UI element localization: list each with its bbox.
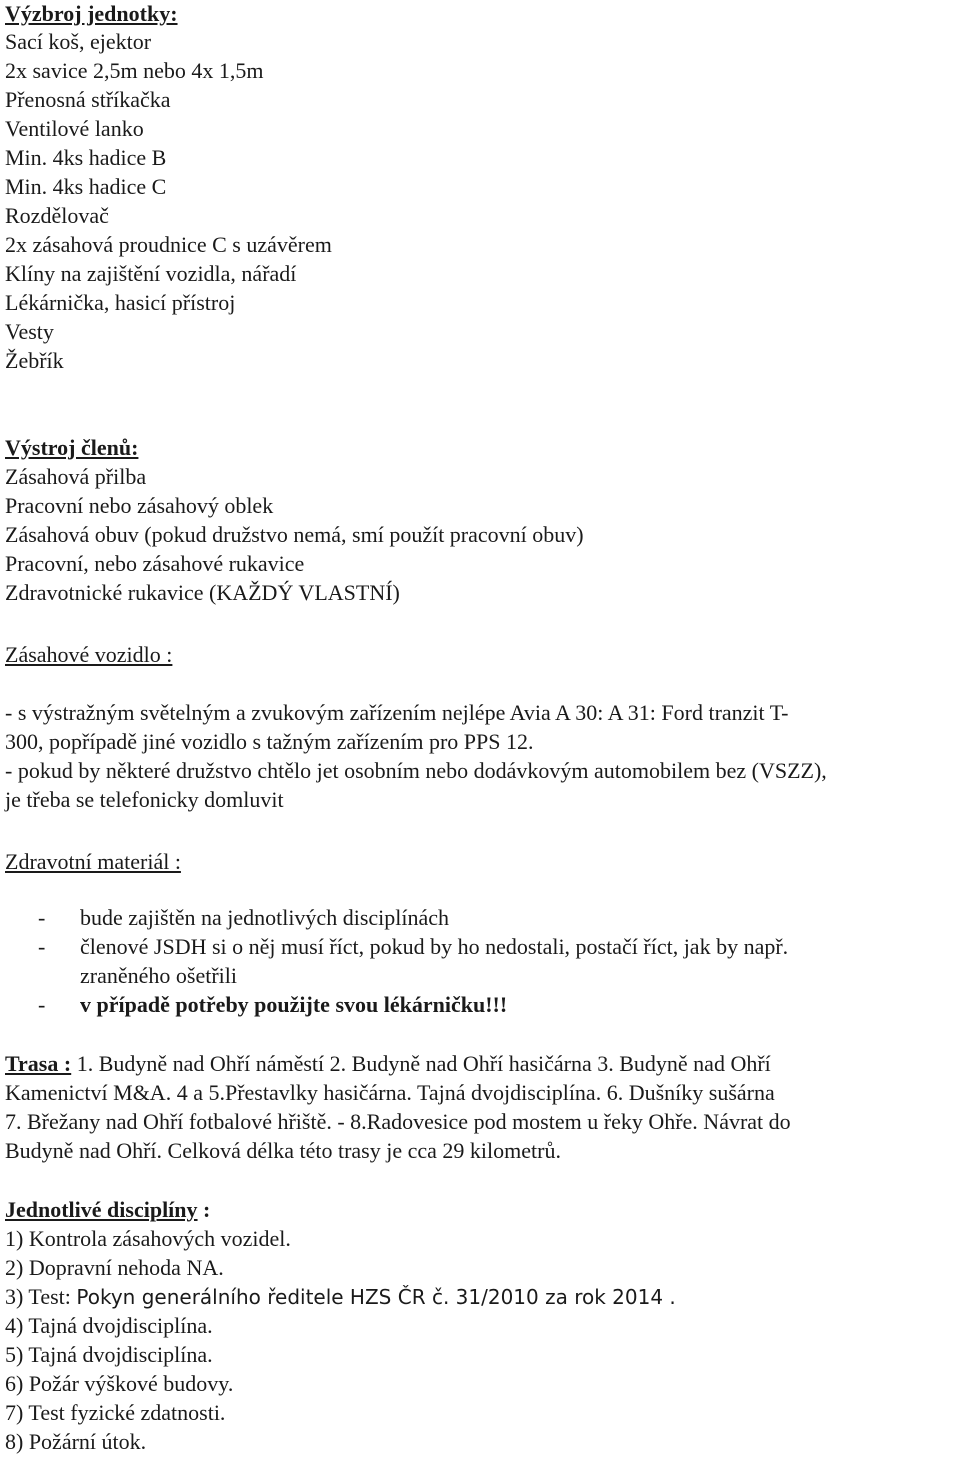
- section-heading-vyzbroj: Výzbroj jednotky:: [5, 1, 178, 26]
- section-heading-vystroj: Výstroj členů:: [5, 435, 139, 460]
- list-item: 2) Dopravní nehoda NA.: [5, 1255, 224, 1280]
- list-item-3: [5, 1283, 676, 1311]
- list-item: Žebřík: [5, 348, 64, 373]
- list-item: 6) Požár výškové budovy.: [5, 1371, 234, 1396]
- discipliny-heading-line: [5, 1196, 210, 1224]
- section-heading-trasa: Trasa :: [5, 1051, 72, 1076]
- bullet-dash: -: [38, 934, 46, 959]
- list-item: Lékárnička, hasicí přístroj: [5, 290, 236, 315]
- list-item: Min. 4ks hadice B: [5, 145, 167, 170]
- list-item: Rozdělovač: [5, 203, 109, 228]
- list-item: Zásahová přilba: [5, 464, 147, 489]
- trasa-text: 1. Budyně nad Ohří náměstí 2. Budyně nad Ohří hasičárna 3. Budyně nad Ohří: [71, 1051, 771, 1076]
- list-item: 2x zásahová proudnice C s uzávěrem: [5, 232, 332, 257]
- paragraph-line: 7. Břežany nad Ohří fotbalové hřiště. - 8.Radovesice pod mostem u řeky Ohře. Návrat do: [5, 1109, 791, 1134]
- trasa-first-line: [5, 1050, 771, 1078]
- list-item: 1) Kontrola zásahových vozidel.: [5, 1226, 291, 1251]
- paragraph-line: - pokud by některé družstvo chtělo jet osobním nebo dodávkovým automobilem bez (VSZZ),: [5, 758, 827, 783]
- list-item: Sací koš, ejektor: [5, 29, 152, 54]
- list-item: Klíny na zajištění vozidla, nářadí: [5, 261, 297, 286]
- list-item: Pracovní nebo zásahový oblek: [5, 493, 274, 518]
- list-item: Zásahová obuv (pokud družstvo nemá, smí použít pracovní obuv): [5, 522, 584, 547]
- list-item: 8) Požární útok.: [5, 1429, 147, 1454]
- list-item: Ventilové lanko: [5, 116, 144, 141]
- section-heading-zdravotni: Zdravotní materiál :: [5, 849, 181, 874]
- paragraph-line: je třeba se telefonicky domluvit: [5, 787, 284, 812]
- list-item: Přenosná stříkačka: [5, 87, 171, 112]
- list-item: 4) Tajná dvojdisciplína.: [5, 1313, 213, 1338]
- bullet-dash: -: [38, 992, 46, 1017]
- paragraph-line: Kamenictví M&A. 4 a 5.Přestavlky hasičárna. Tajná dvojdisciplína. 6. Dušníky sušárna: [5, 1080, 775, 1105]
- list-item: Vesty: [5, 319, 54, 344]
- bullet-item-continuation: zraněného ošetřili: [80, 963, 237, 988]
- bullet-item: členové JSDH si o něj musí říct, pokud by ho nedostali, postačí říct, jak by např.: [80, 934, 789, 959]
- paragraph-line: - s výstražným světelným a zvukovým zařízením nejlépe Avia A 30: A 31: Ford tranzit T-: [5, 700, 789, 725]
- list-item: Zdravotnické rukavice (KAŽDÝ VLASTNÍ): [5, 580, 400, 605]
- bullet-dash: -: [38, 905, 46, 930]
- list-item: Pracovní, nebo zásahové rukavice: [5, 551, 305, 576]
- list-item: Min. 4ks hadice C: [5, 174, 167, 199]
- list-item: 5) Tajná dvojdisciplína.: [5, 1342, 213, 1367]
- list-item: 2x savice 2,5m nebo 4x 1,5m: [5, 58, 264, 83]
- list-item: 7) Test fyzické zdatnosti.: [5, 1400, 226, 1425]
- bullet-item: bude zajištěn na jednotlivých disciplínách: [80, 905, 450, 930]
- list-item-prefix: 3) Test:: [5, 1284, 77, 1309]
- paragraph-line: Budyně nad Ohří. Celková délka této trasy je cca 29 kilometrů.: [5, 1138, 561, 1163]
- list-item-rest: Pokyn generálního ředitele HZS ČR č. 31/2010 za rok 2014 .: [76, 1285, 676, 1309]
- heading-suffix: :: [197, 1197, 211, 1222]
- section-heading-discipliny: Jednotlivé disciplíny: [5, 1197, 198, 1222]
- paragraph-line: 300, popřípadě jiné vozidlo s tažným zařízením pro PPS 12.: [5, 729, 534, 754]
- bullet-item-emphasis: v případě potřeby použijte svou lékárničku!!!: [80, 992, 508, 1017]
- section-heading-vozidlo: Zásahové vozidlo :: [5, 642, 173, 667]
